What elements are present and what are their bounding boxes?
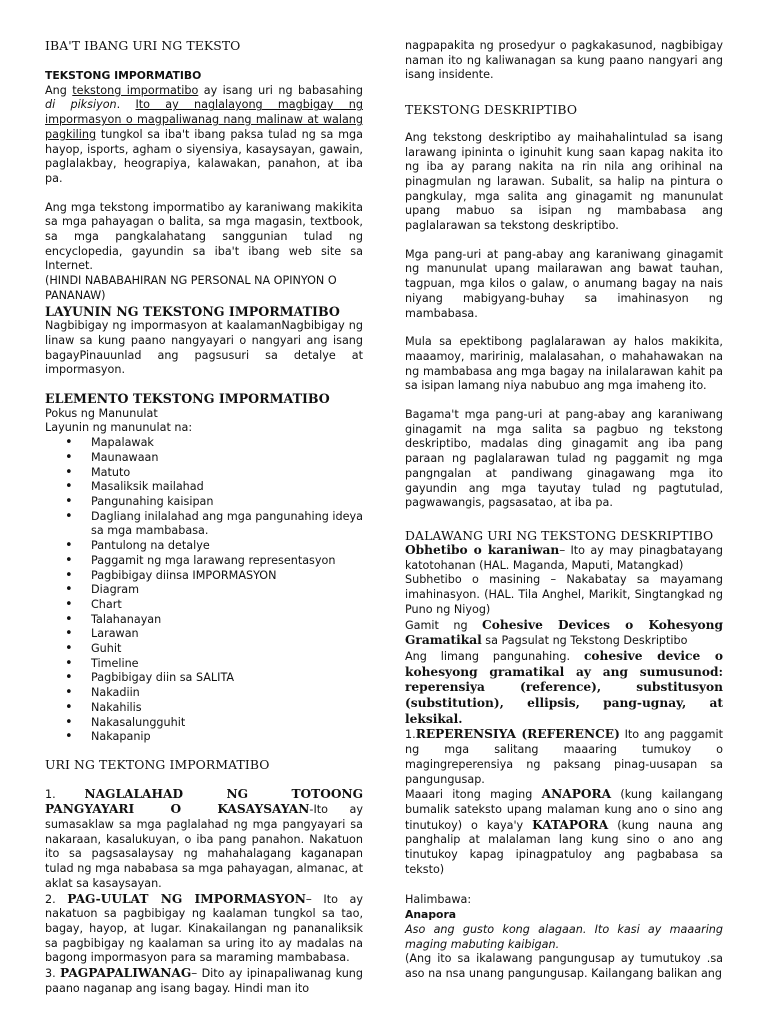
elemento-list-item: • Guhit [91, 642, 363, 657]
uri-item-2: 2. PAG-UULAT NG IMPORMASYON– Ito ay nakatuon sa pagbibigay ng kaalaman tungkol sa tao, bagay, hayop, at lugar. Kinakailangan ng pananaliksik sa pagbibigay ng kaalaman sa uring ito ay madalas na bagong impormasyon para sa maraming mambabasa. [45, 891, 364, 965]
elemento-list-item: • Masaliksik mailahad [91, 480, 363, 495]
elemento-line-1: Pokus ng Manunulat [45, 406, 158, 420]
limang-pangunahing: Ang limang pangunahing. cohesive device o kohesyong gramatikal ay ang sumusunod: reperensiya (reference), substitusyon (substitution), ellipsis, pang-ugnay, at leksikal. [405, 648, 723, 726]
deskriptibo-paragraph-2: Mga pang-uri at pang-abay ang karaniwang ginagamit ng manunulat upang mailarawan ang bawat tauhan, tagpuan, mga kilos o galaw, o anumang bagay na nais niyang mabigyang-buhay sa imahinasyon ng mambabasa. [405, 247, 723, 320]
dalawang-uri-heading: DALAWANG URI NG TEKSTONG DESKRIPTIBO [405, 527, 714, 543]
reperensiya-item: 1.REPERENSIYA (REFERENCE) Ito ang paggamit ng mga salitang maaaring tumukoy o magingreperensiya ng paksang pinag-uusapan sa pangungusap. [405, 727, 723, 786]
pagpapaliwanag-continued: nagpapakita ng prosedyur o pagkakasunod, nagbibigay naman ito ng kaliwanagan sa kung paano nangyari ang isang insidente. [405, 39, 723, 82]
elemento-list-item: • Maunawaan [91, 451, 363, 466]
anapora-example: Aso ang gusto kong alagaan. Ito kasi ay maaaring maging mabuting kaibigan. [405, 922, 723, 951]
elemento-list-item: • Matuto [91, 466, 363, 481]
elemento-list-item: • Pagbibigay diin sa SALITA [91, 671, 363, 686]
elemento-heading: ELEMENTO TEKSTONG IMPORMATIBO [45, 391, 330, 407]
elemento-list-item: • Timeline [91, 657, 363, 672]
uri-item-1: 1. NAGLALAHAD NG TOTOONG PANGYAYARI O KASAYSAYAN-Ito ay sumasaklaw sa mga paglalahad ng mga pangyayari sa nakaraan, kasalukuyan, o iba pang panahon. Nakatuon ito sa pagsasalaysay ng mahahalagang kaganapan tulad ng mga nababasa sa mga pahayagan, almanac, at aklat sa kasaysayan. [45, 786, 363, 890]
uri-item-3: 3. PAGPAPALIWANAG– Dito ay ipinapaliwanag kung paano naganap ang isang bagay. Hindi man ito [45, 966, 363, 995]
layunin-heading: LAYUNIN NG TEKSTONG IMPORMATIBO [45, 303, 340, 319]
deskriptibo-heading: TEKSTONG DESKRIPTIBO [405, 102, 578, 118]
elemento-list-item: • Nakahilis [91, 701, 363, 716]
elemento-list-item: • Diagram [91, 583, 363, 598]
gamit-line: Gamit ng Cohesive Devices o Kohesyong Gramatikal sa Pagsulat ng Tekstong Deskriptibo [405, 617, 723, 648]
elemento-list-item: • Mapalawak [91, 436, 363, 451]
elemento-list-item: • Nakapanip [91, 730, 363, 745]
anapora-katapora-text: Maaari itong maging ANAPORA (kung kailangang bumalik sateksto upang malaman kung ano o sino ang tinutukoy) o kaya'y KATAPORA (kung nauna ang panghalip at malalaman lang kung sino o ano ang tinutukoy kapag ipinagpatuloy ang pagbabasa sa teksto) [405, 787, 723, 876]
elemento-list-item: • Nakasalungguhit [91, 716, 363, 731]
subhetibo-item: Subhetibo o masining – Nakabatay sa mayamang imahinasyon. (HAL. Tila Anghel, Marikit, Singtangkad ng Puno ng Niyog) [405, 573, 723, 616]
deskriptibo-paragraph-1: Ang tekstong deskriptibo ay maihahalintulad sa isang larawang ipininta o iginuhit kung saan kapag nakita ito ng iba ay parang nakita na rin nila ang orihinal na pinagmulan ng larawan. Subalit, sa halip na pintura o pangkulay, mga salita ang ginagamit ng manunulat upang mabuo sa isipan ng mambabasa ang paglalarawan sa tekstong deskriptibo. [405, 130, 723, 233]
informatibo-paragraph-1: Ang tekstong impormatibo ay isang uri ng babasahing di piksiyon. Ito ay naglalayong magbigay ng impormasyon o magpaliwanag nang malinaw at walang pagkiling tungkol sa iba't ibang paksa tulad ng sa mga hayop, isports, agham o siyensiya, kasaysayan, gawain, paglalakbay, heograpiya, kalawakan, panahon, at iba pa. [45, 83, 363, 185]
layunin-text: Nagbibigay ng impormasyon at kaalamanNagbibigay ng linaw sa kung paano nangyayari o nangyari ang isang bagayPinauunlad ang pagsusuri sa detalye at impormasyon. [45, 319, 363, 377]
elemento-list-item: • Pagbibigay diinsa IMPORMASYON [91, 569, 363, 584]
elemento-line-2: Layunin ng manunulat na: [45, 421, 193, 435]
page-title: IBA'T IBANG URI NG TEKSTO [45, 38, 241, 53]
obhetibo-item: Obhetibo o karaniwan– Ito ay may pinagbatayang katotohanan (HAL. Maganda, Maputi, Matangkad) [405, 542, 724, 572]
elemento-list-item: • Paggamit ng mga larawang representasyon [91, 554, 363, 569]
deskriptibo-paragraph-4: Bagama't mga pang-uri at pang-abay ang karaniwang ginagamit na mga salita sa pagbuo ng tekstong deskriptibo, madalas ding ginagamit ang iba pang paraan ng paglalarawan tulad ng paggamit ng mga pangngalan at pandiwang ginagawang mga ito gayundin ang mga tayutay tulad ng pagtutulad, pagwawangis, pagsasatao, at iba pa. [405, 408, 723, 510]
elemento-list-item: • Pangunahing kaisipan [91, 495, 363, 510]
elemento-list-item: • Nakadiin [91, 686, 363, 701]
informatibo-paragraph-2: Ang mga tekstong impormatibo ay karaniwang makikita sa mga pahayagan o balita, sa mga magasin, textbook, sa mga pangkalahatang sanggunian tulad ng encyclopedia, gayundin sa iba't ibang web site sa Internet. [45, 200, 363, 273]
elemento-list-item: • Dagliang inilalahad ang mga pangunahing ideya sa mga mambabasa. [91, 510, 363, 539]
elemento-list [45, 436, 363, 745]
anapora-explanation: (Ang ito sa ikalawang pangungusap ay tumutukoy .sa aso na nsa unang pangungusap. Kailangang balikan ang [405, 952, 723, 980]
halimbawa-label: Halimbawa: [405, 893, 472, 907]
elemento-list-item: • Pantulong na detalye [91, 539, 363, 554]
uri-heading: URI NG TEKTONG IMPORMATIBO [45, 756, 270, 772]
elemento-list-item: • Larawan [91, 627, 363, 642]
deskriptibo-paragraph-3: Mula sa epektibong paglalarawan ay halos makikita, maaamoy, maririnig, malalasahan, o mahahawakan na ng mambabasa ang mga bagay na inilalarawan kahit pa sa isipan lamang niya nabubuo ang mga imaheng ito. [405, 335, 723, 393]
informatibo-heading: TEKSTONG IMPORMATIBO [45, 69, 202, 82]
anapora-label: Anapora [405, 908, 457, 922]
tekstong-impormatibo-link[interactable]: tekstong impormatibo [72, 83, 199, 97]
informatibo-note: (HINDI NABABAHIRAN NG PERSONAL NA OPINYON O PANANAW) [45, 274, 337, 302]
elemento-list-item: • Chart [91, 598, 363, 613]
elemento-list-item: • Talahanayan [91, 613, 363, 628]
